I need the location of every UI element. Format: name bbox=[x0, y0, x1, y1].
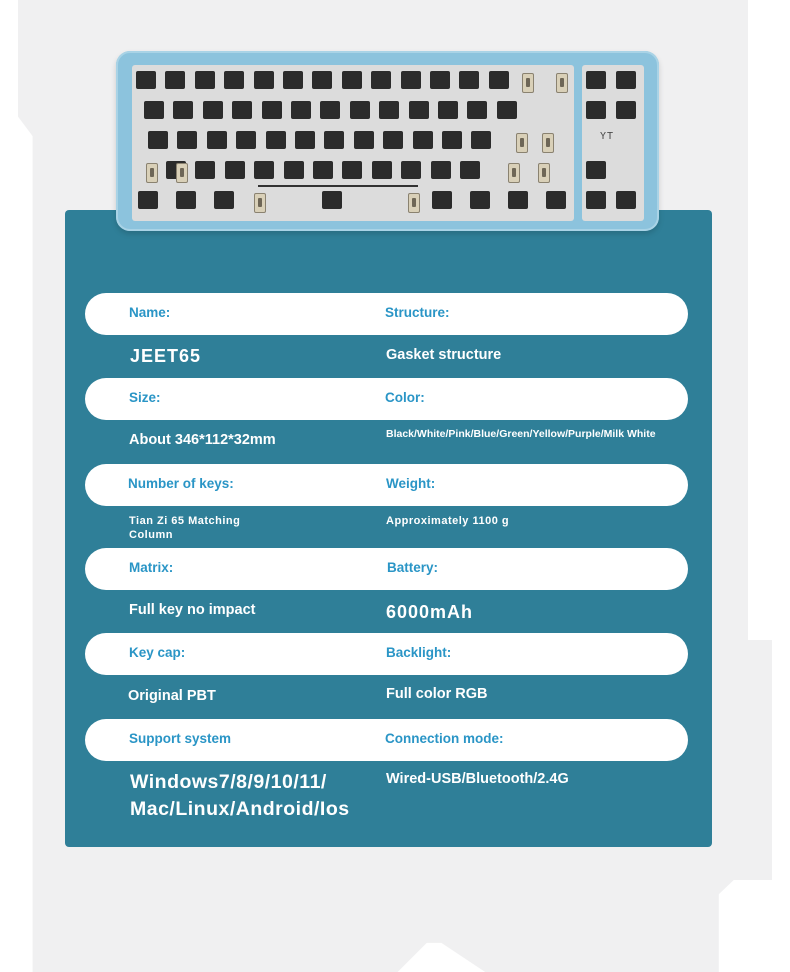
keyboard-switch bbox=[408, 193, 420, 213]
keyboard-switch-cutout bbox=[431, 161, 451, 179]
value-key-cap: Original PBT bbox=[128, 688, 216, 704]
keyboard-switch-cutout bbox=[195, 161, 215, 179]
label-support-system: Support system bbox=[129, 731, 232, 746]
keyboard-switch-cutout bbox=[379, 101, 399, 119]
keyboard-switch bbox=[522, 73, 534, 93]
keyboard-switch-cutout bbox=[176, 191, 196, 209]
keyboard-switch bbox=[538, 163, 550, 183]
keyboard-switch-cutout bbox=[254, 71, 274, 89]
keyboard-switch-cutout bbox=[322, 191, 342, 209]
value-matrix: Full key no impact bbox=[129, 602, 256, 618]
value-number-of-keys: Tian Zi 65 Matching Column bbox=[129, 515, 241, 542]
keyboard-switch-cutout bbox=[383, 131, 403, 149]
keyboard-switch-cutout bbox=[430, 71, 450, 89]
keyboard-switch-cutout bbox=[508, 191, 528, 209]
value-backlight: Full color RGB bbox=[386, 686, 488, 702]
value-support-system: Windows7/8/9/10/11/ Mac/Linux/Android/Ios bbox=[130, 771, 350, 821]
keyboard-switch-cutout bbox=[616, 191, 636, 209]
label-matrix: Matrix: bbox=[129, 560, 174, 575]
spec-row-system-connection bbox=[85, 719, 688, 761]
spec-row-matrix-battery bbox=[85, 548, 688, 590]
keyboard-switch bbox=[556, 73, 568, 93]
keyboard-switch-cutout bbox=[616, 71, 636, 89]
keyboard-switch-cutout bbox=[438, 101, 458, 119]
brand-logo: YT bbox=[600, 131, 615, 142]
keyboard-switch-cutout bbox=[295, 131, 315, 149]
keyboard-switch bbox=[254, 193, 266, 213]
spec-row-name-structure bbox=[85, 293, 688, 335]
keyboard-switch-cutout bbox=[214, 191, 234, 209]
keyboard-switch-cutout bbox=[413, 131, 433, 149]
keyboard-switch-cutout bbox=[224, 71, 244, 89]
value-connection-mode: Wired-USB/Bluetooth/2.4G bbox=[386, 771, 569, 787]
label-backlight: Backlight: bbox=[386, 645, 452, 660]
value-size: About 346*112*32mm bbox=[129, 432, 276, 448]
keyboard-switch-cutout bbox=[586, 101, 606, 119]
keyboard-plate-side bbox=[582, 65, 644, 221]
keyboard-plate bbox=[132, 65, 574, 221]
keyboard-switch-cutout bbox=[350, 101, 370, 119]
keyboard-switch-cutout bbox=[138, 191, 158, 209]
keyboard-switch-cutout bbox=[173, 101, 193, 119]
label-key-cap: Key cap: bbox=[129, 645, 186, 660]
value-weight: Approximately 1100 g bbox=[386, 515, 510, 527]
spec-row-keys-weight bbox=[85, 464, 688, 506]
keyboard-switch-cutout bbox=[254, 161, 274, 179]
keyboard-switch-cutout bbox=[432, 191, 452, 209]
keyboard-switch-cutout bbox=[136, 71, 156, 89]
keyboard-switch-cutout bbox=[291, 101, 311, 119]
keyboard-switch-cutout bbox=[148, 131, 168, 149]
value-color: Black/White/Pink/Blue/Green/Yellow/Purple/Milk White bbox=[386, 428, 656, 440]
label-weight: Weight: bbox=[386, 476, 436, 491]
keyboard-switch-cutout bbox=[177, 131, 197, 149]
keyboard-switch-cutout bbox=[586, 71, 606, 89]
keyboard-switch-cutout bbox=[262, 101, 282, 119]
label-battery: Battery: bbox=[387, 560, 439, 575]
keyboard-switch-cutout bbox=[236, 131, 256, 149]
keyboard-switch-cutout bbox=[144, 101, 164, 119]
keyboard-switch-cutout bbox=[284, 161, 304, 179]
keyboard-switch-cutout bbox=[460, 161, 480, 179]
keyboard-switch-cutout bbox=[232, 101, 252, 119]
label-name: Name: bbox=[129, 305, 171, 320]
keyboard-switch-cutout bbox=[320, 101, 340, 119]
keyboard-switch bbox=[516, 133, 528, 153]
keyboard-switch-cutout bbox=[401, 71, 421, 89]
value-structure: Gasket structure bbox=[386, 347, 502, 363]
keyboard-switch-cutout bbox=[459, 71, 479, 89]
keyboard-switch bbox=[508, 163, 520, 183]
keyboard-switch-cutout bbox=[312, 71, 332, 89]
keyboard-switch-cutout bbox=[207, 131, 227, 149]
label-color: Color: bbox=[385, 390, 425, 405]
keyboard-switch-cutout bbox=[409, 101, 429, 119]
value-name: JEET65 bbox=[130, 346, 202, 366]
keyboard-switch-cutout bbox=[342, 161, 362, 179]
keyboard-switch-cutout bbox=[470, 191, 490, 209]
keyboard-switch-cutout bbox=[225, 161, 245, 179]
keyboard-switch-cutout bbox=[313, 161, 333, 179]
label-connection-mode: Connection mode: bbox=[385, 731, 504, 746]
keyboard-switch-cutout bbox=[342, 71, 362, 89]
keyboard-switch-cutout bbox=[372, 161, 392, 179]
keyboard-switch bbox=[146, 163, 158, 183]
keyboard-switch-cutout bbox=[616, 101, 636, 119]
keyboard-switch-cutout bbox=[324, 131, 344, 149]
keyboard-switch bbox=[542, 133, 554, 153]
keyboard-switch-cutout bbox=[586, 161, 606, 179]
keyboard-switch-cutout bbox=[401, 161, 421, 179]
keyboard-switch-cutout bbox=[489, 71, 509, 89]
spec-panel bbox=[65, 210, 712, 847]
keyboard-switch-cutout bbox=[497, 101, 517, 119]
value-battery: 6000mAh bbox=[386, 602, 474, 622]
spacebar-stabilizer bbox=[258, 185, 418, 187]
keyboard-switch-cutout bbox=[165, 71, 185, 89]
keyboard-switch bbox=[176, 163, 188, 183]
keyboard-switch-cutout bbox=[471, 131, 491, 149]
spec-row-keycap-backlight bbox=[85, 633, 688, 675]
label-structure: Structure: bbox=[385, 305, 450, 320]
label-size: Size: bbox=[129, 390, 161, 405]
keyboard-switch-cutout bbox=[354, 131, 374, 149]
keyboard-switch-cutout bbox=[203, 101, 223, 119]
keyboard-switch-cutout bbox=[442, 131, 462, 149]
label-number-of-keys: Number of keys: bbox=[128, 476, 234, 491]
keyboard-switch-cutout bbox=[283, 71, 303, 89]
keyboard-switch-cutout bbox=[467, 101, 487, 119]
keyboard-switch-cutout bbox=[195, 71, 215, 89]
keyboard-switch-cutout bbox=[586, 191, 606, 209]
spec-row-size-color bbox=[85, 378, 688, 420]
keyboard-switch-cutout bbox=[371, 71, 391, 89]
keyboard-image bbox=[116, 51, 659, 231]
keyboard-switch-cutout bbox=[266, 131, 286, 149]
keyboard-switch-cutout bbox=[546, 191, 566, 209]
